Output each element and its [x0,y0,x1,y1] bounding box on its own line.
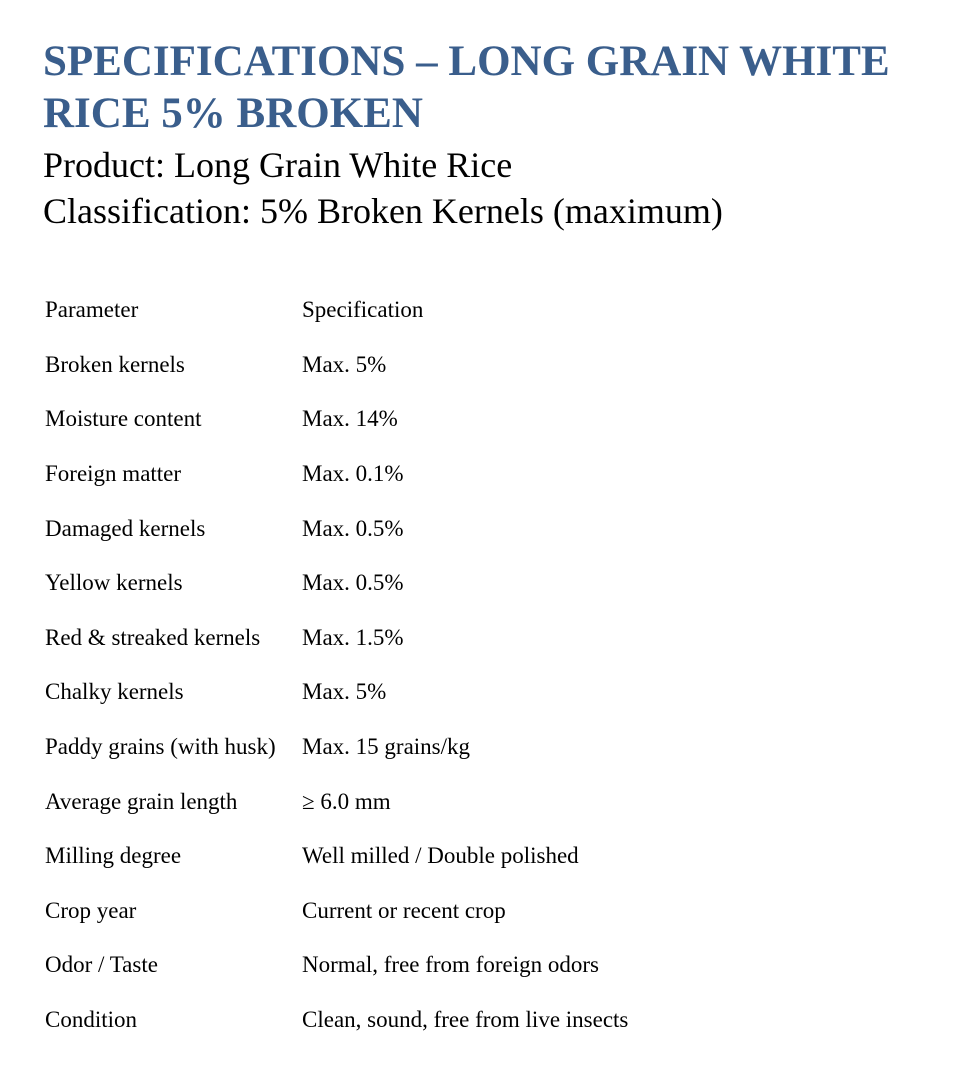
parameter-cell: Average grain length [45,788,238,814]
specification-cell: Max. 1.5% [302,624,404,650]
classification-line: Classification: 5% Broken Kernels (maximum) [43,191,723,231]
parameter-cell: Crop year [45,897,137,923]
specification-cell: Max. 0.1% [302,461,404,487]
header-specification: Specification [302,297,424,323]
specification-cell: Max. 15 grains/kg [302,734,471,760]
table-row [45,392,628,447]
parameter-cell: Paddy grains (with husk) [45,734,276,760]
specification-cell: Current or recent crop [302,897,506,923]
table-row [45,501,628,556]
specification-cell: Max. 5% [302,351,387,377]
specification-cell: Max. 5% [302,679,387,705]
document-title [43,36,943,140]
parameter-cell: Milling degree [45,843,182,869]
table-row [45,993,628,1048]
table-row [45,556,628,611]
table-row [45,338,628,393]
product-line: Product: Long Grain White Rice [43,145,513,185]
table-row [45,829,628,884]
specification-cell: Well milled / Double polished [302,843,579,869]
table-row [45,447,628,502]
specification-cell: Max. 0.5% [302,515,404,541]
table-row [45,774,628,829]
parameter-cell: Broken kernels [45,351,185,377]
title-line-1: SPECIFICATIONS – LONG GRAIN WHITE [43,38,890,85]
parameter-cell: Red & streaked kernels [45,624,261,650]
parameter-cell: Condition [45,1007,138,1033]
parameter-cell: Chalky kernels [45,679,184,705]
parameter-cell: Odor / Taste [45,952,158,978]
specification-table [45,283,628,1047]
specification-cell: Clean, sound, free from live insects [302,1007,629,1033]
specification-cell: Normal, free from foreign odors [302,952,599,978]
specification-cell: Max. 14% [302,406,398,432]
table-row [45,938,628,993]
table-row [45,720,628,775]
table-row [45,884,628,939]
parameter-cell: Moisture content [45,406,202,432]
parameter-cell: Foreign matter [45,461,182,487]
parameter-cell: Yellow kernels [45,570,183,596]
document-header [43,36,943,234]
specification-cell: Max. 0.5% [302,570,404,596]
table-header-row [45,283,628,338]
table-row [45,611,628,666]
header-parameter: Parameter [45,297,139,323]
parameter-cell: Damaged kernels [45,515,206,541]
title-line-2: RICE 5% BROKEN [43,90,423,137]
table-row [45,665,628,720]
specification-cell: ≥ 6.0 mm [302,788,391,814]
